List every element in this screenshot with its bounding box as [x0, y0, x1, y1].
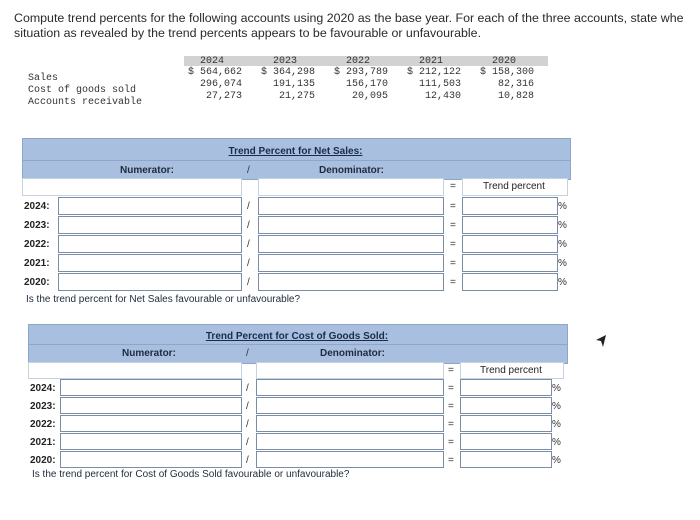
- cogs-row-label-2022: 2022:: [30, 419, 56, 430]
- sales-trend-2022[interactable]: [462, 235, 558, 253]
- sales-pct-2023: %: [558, 220, 567, 231]
- sales-subheader-band: [22, 160, 571, 180]
- cogs-pct-2021: %: [552, 437, 561, 448]
- cogs-denominator-2022[interactable]: [256, 415, 444, 432]
- sales-denominator-2021[interactable]: [258, 254, 444, 272]
- cogs-equals-2024: =: [448, 383, 454, 394]
- sales-numerator-2022[interactable]: [58, 235, 242, 253]
- cogs-slash-2024: /: [246, 383, 249, 394]
- cogs-subheader-band: [28, 344, 568, 364]
- cogs-2020: 82,316: [497, 79, 534, 90]
- cogs-row-label-2024: 2024:: [30, 383, 56, 394]
- sales-trend-2020[interactable]: [462, 273, 558, 291]
- sales-trend-2021[interactable]: [462, 254, 558, 272]
- cogs-header-blank-num: [28, 362, 242, 379]
- cogs-pct-2024: %: [552, 383, 561, 394]
- sales-numerator-2021[interactable]: [58, 254, 242, 272]
- cogs-row-label-2020: 2020:: [30, 455, 56, 466]
- sales-equals-2022: =: [450, 239, 456, 250]
- cogs-numerator-2021[interactable]: [60, 433, 242, 450]
- sales-row-label-2021: 2021:: [24, 258, 50, 269]
- sales-equals-2020: =: [450, 277, 456, 288]
- sales-numerator-2020[interactable]: [58, 273, 242, 291]
- cogs-denominator-label: Denominator:: [320, 348, 385, 359]
- sales-denominator-2022[interactable]: [258, 235, 444, 253]
- sales-trend-2023[interactable]: [462, 216, 558, 234]
- year-2021: 2021: [419, 56, 444, 67]
- sales-denominator-2023[interactable]: [258, 216, 444, 234]
- cogs-equals-2023: =: [448, 401, 454, 412]
- cogs-pct-2020: %: [552, 455, 561, 466]
- sales-question: Is the trend percent for Net Sales favourable or unfavourable?: [26, 294, 301, 305]
- year-2020: 2020: [492, 56, 517, 67]
- cogs-numerator-label: Numerator:: [122, 348, 176, 359]
- cogs-trend-2021[interactable]: [460, 433, 552, 450]
- cogs-header-blank-den: [256, 362, 444, 379]
- sales-2024: $ 564,662: [187, 67, 242, 78]
- cogs-2023: 191,135: [272, 79, 315, 90]
- cogs-2024: 296,074: [199, 79, 242, 90]
- sales-pct-2021: %: [558, 258, 567, 269]
- sales-slash-header: /: [247, 165, 250, 176]
- sales-denominator-2020[interactable]: [258, 273, 444, 291]
- sales-pct-2020: %: [558, 277, 567, 288]
- sales-slash-2023: /: [247, 220, 250, 231]
- cogs-equals-2022: =: [448, 419, 454, 430]
- sales-slash-2024: /: [247, 201, 250, 212]
- sales-pct-2024: %: [558, 201, 567, 212]
- cursor-arrow-icon: [594, 333, 608, 349]
- sales-row-label-2020: 2020:: [24, 277, 50, 288]
- row-label-cogs: Cost of goods sold: [28, 85, 137, 96]
- cogs-2021: 111,503: [418, 79, 461, 90]
- ar-2020: 10,828: [497, 91, 534, 102]
- cogs-denominator-2021[interactable]: [256, 433, 444, 450]
- cogs-equals-2020: =: [448, 455, 454, 466]
- sales-header-blank-num: [22, 178, 242, 196]
- cogs-trend-2023[interactable]: [460, 397, 552, 414]
- sales-trend-2024[interactable]: [462, 197, 558, 215]
- cogs-trend-panel: [28, 324, 568, 484]
- sales-slash-2021: /: [247, 258, 250, 269]
- cogs-slash-2022: /: [246, 419, 249, 430]
- year-2024: 2024: [200, 56, 225, 67]
- sales-header-blank-den: [258, 178, 444, 196]
- cogs-2022: 156,170: [345, 79, 388, 90]
- sales-trend-panel: [22, 138, 571, 310]
- cogs-equals-2021: =: [448, 437, 454, 448]
- cogs-trend-2020[interactable]: [460, 451, 552, 468]
- cogs-denominator-2024[interactable]: [256, 379, 444, 396]
- cogs-numerator-2024[interactable]: [60, 379, 242, 396]
- cogs-trend-header: Trend percent: [480, 365, 542, 376]
- year-2023: 2023: [273, 56, 298, 67]
- sales-denominator-2024[interactable]: [258, 197, 444, 215]
- ar-2022: 20,095: [351, 91, 388, 102]
- cogs-pct-2023: %: [552, 401, 561, 412]
- cogs-equals-header: =: [448, 365, 454, 376]
- sales-equals-header: =: [450, 181, 456, 192]
- sales-2023: $ 364,298: [260, 67, 315, 78]
- sales-equals-2021: =: [450, 258, 456, 269]
- sales-2021: $ 212,122: [406, 67, 461, 78]
- year-2022: 2022: [346, 56, 371, 67]
- sales-row-label-2024: 2024:: [24, 201, 50, 212]
- cogs-row-label-2021: 2021:: [30, 437, 56, 448]
- sales-numerator-2024[interactable]: [58, 197, 242, 215]
- sales-equals-2024: =: [450, 201, 456, 212]
- sales-pct-2022: %: [558, 239, 567, 250]
- cogs-question: Is the trend percent for Cost of Goods Sold favourable or unfavourable?: [32, 469, 350, 480]
- row-label-ar: Accounts receivable: [28, 97, 143, 108]
- cogs-slash-2021: /: [246, 437, 249, 448]
- sales-slash-2020: /: [247, 277, 250, 288]
- cogs-numerator-2022[interactable]: [60, 415, 242, 432]
- sales-trend-header: Trend percent: [483, 181, 545, 192]
- sales-row-label-2022: 2022:: [24, 239, 50, 250]
- cogs-trend-2024[interactable]: [460, 379, 552, 396]
- cogs-numerator-2023[interactable]: [60, 397, 242, 414]
- cogs-row-label-2023: 2023:: [30, 401, 56, 412]
- row-label-sales: Sales: [28, 73, 59, 84]
- sales-2022: $ 293,789: [333, 67, 388, 78]
- sales-numerator-label: Numerator:: [120, 165, 174, 176]
- cogs-slash-2020: /: [246, 455, 249, 466]
- cogs-pct-2022: %: [552, 419, 561, 430]
- ar-2021: 12,430: [424, 91, 461, 102]
- ar-2023: 21,275: [278, 91, 315, 102]
- sales-denominator-label: Denominator:: [319, 165, 384, 176]
- sales-slash-2022: /: [247, 239, 250, 250]
- sales-numerator-2023[interactable]: [58, 216, 242, 234]
- sales-2020: $ 158,300: [479, 67, 534, 78]
- instructions-text: Compute trend percents for the following accounts using 2020 as the base year. For each of the three accounts, state whe situation as revealed by the trend percents appears to be favourable or unfavourable.: [14, 11, 684, 40]
- cogs-denominator-2023[interactable]: [256, 397, 444, 414]
- cogs-title: Trend Percent for Cost of Goods Sold:: [205, 331, 389, 342]
- sales-equals-2023: =: [450, 220, 456, 231]
- sales-title: Trend Percent for Net Sales:: [228, 146, 363, 157]
- cogs-slash-header: /: [246, 348, 249, 359]
- cogs-slash-2023: /: [246, 401, 249, 412]
- sales-row-label-2023: 2023:: [24, 220, 50, 231]
- data-table: [14, 56, 548, 114]
- cogs-denominator-2020[interactable]: [256, 451, 444, 468]
- cogs-trend-2022[interactable]: [460, 415, 552, 432]
- cogs-numerator-2020[interactable]: [60, 451, 242, 468]
- ar-2024: 27,273: [205, 91, 242, 102]
